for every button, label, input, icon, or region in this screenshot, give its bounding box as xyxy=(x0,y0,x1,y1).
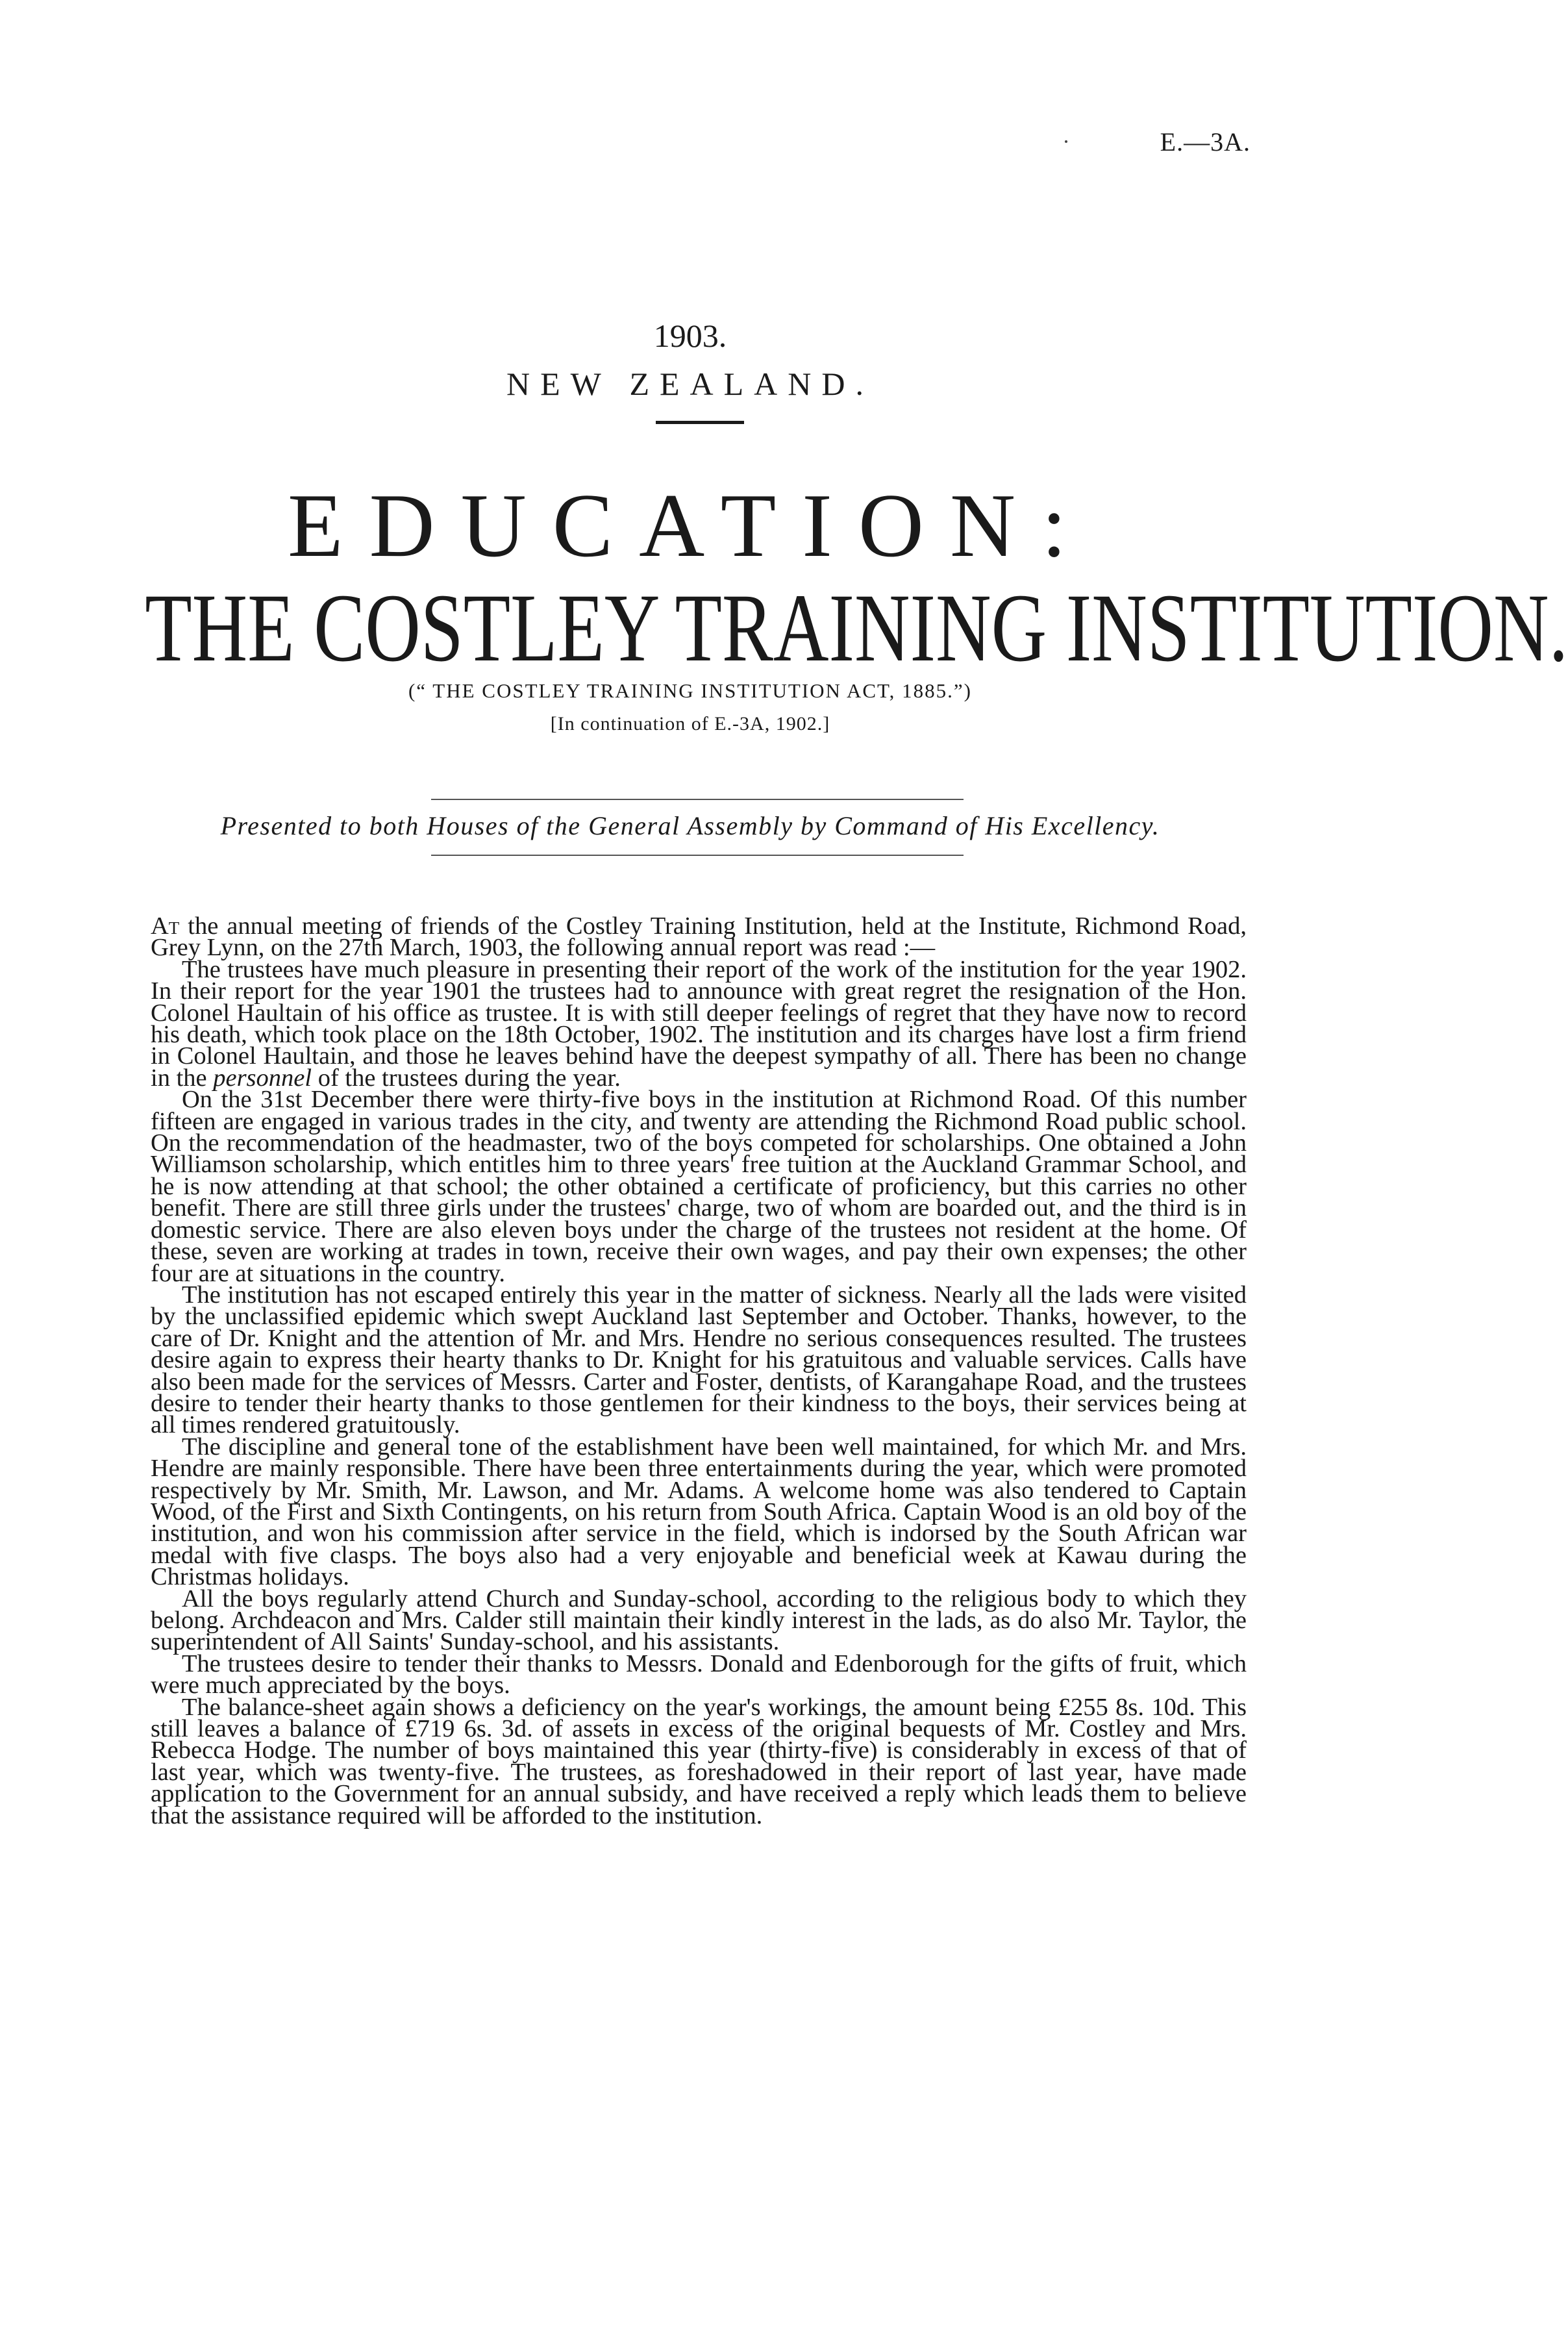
presented-statement: Presented to both Houses of the General Assembly by Command of His Excellency. xyxy=(220,811,1160,840)
act-citation: (“ THE COSTLEY TRAINING INSTITUTION ACT, 1885.”) xyxy=(408,679,973,702)
paragraph-church: All the boys regularly attend Church and Sunday-school, according to the religious body to which they belong. Archdeacon and Mrs. Calder still maintain their kindly interest in the lads, as do also Mr. Taylor, the superintendent of All Saints' Sunday-school, and his assistants. xyxy=(151,1585,1247,1656)
paragraph-thanks: The trustees desire to tender their thanks to Messrs. Donald and Edenborough for the gifts of fruit, which were much appreciated by the boys. xyxy=(151,1649,1247,1699)
print-speck xyxy=(1065,140,1067,143)
personnel-italic: personnel xyxy=(213,1064,312,1092)
paragraph-intro-text: the annual meeting of friends of the Costley Training Institution, held at the Institute, Richmond Road, Grey Lynn, on the 27th March, 1903, the following annual report was read :— xyxy=(151,912,1247,962)
paragraph-trustees-text-b: of the trustees during the year. xyxy=(312,1064,621,1092)
paragraph-boys: On the 31st December there were thirty-five boys in the institution at Richmond Road. Of this number fifteen are engaged in various trades in the city, and twenty are attending the Richmond Road public school. On the recommendation of the headmaster, two of the boys competed for scholarships. One obtained a John Williamson scholarship, which entitles him to three years' free tuition at the Auckland Grammar School, and he is now attending at that school; the other obtained a certificate of proficiency, but this carries no other benefit. There are still three girls under the trustees' charge, two of whom are boarded out, and the third is in domestic service. There are also eleven boys under the charge of the trustees not resident at the home. Of these, seven are working at trades in town, receive their own wages, and pay their own expenses; the other four are at situations in the country. xyxy=(151,1086,1247,1287)
paragraph-intro xyxy=(151,912,1247,962)
document-country: NEW ZEALAND. xyxy=(506,366,874,402)
continuation-note: [In continuation of E.-3A, 1902.] xyxy=(550,713,830,734)
document-reference: E.—3A. xyxy=(1160,127,1251,157)
lead-word: At xyxy=(151,912,180,940)
paragraph-sickness: The institution has not escaped entirely this year in the matter of sickness. Nearly all the lads were visited by the unclassified epidemic which swept Auckland last September and October. Thanks, however, to the care of Dr. Knight and the attention of Mr. and Mrs. Hendre no serious consequences resulted. The trustees desire again to express their hearty thanks to Dr. Knight for his gratuitous and valuable services. Calls have also been made for the services of Messrs. Carter and Foster, dentists, of Karangahape Road, and the trustees desire to tender their hearty thanks to those gentlemen for their kindness to the boys, their services being at all times rendered gratuitously. xyxy=(151,1281,1247,1439)
title-rule xyxy=(656,421,744,424)
document-year: 1903. xyxy=(653,318,727,354)
title-main: EDUCATION: xyxy=(288,475,1093,576)
paragraph-trustees xyxy=(151,955,1247,1092)
presented-rule-bottom xyxy=(431,855,964,856)
presented-rule-top xyxy=(431,799,964,800)
paragraph-discipline: The discipline and general tone of the establishment have been well maintained, for which Mr. and Mrs. Hendre are mainly responsible. There have been three entertainments during the year, which were promoted respectively by Mr. Smith, Mr. Lawson, and Mr. Adams. A welcome home was also tendered to Captain Wood, of the First and Sixth Contingents, on his return from South Africa. Captain Wood is an old boy of the institution, and won his commission after service in the field, which is indorsed by the South African war medal with five clasps. The boys also had a very enjoyable and beneficial week at Kawau during the Christmas holidays. xyxy=(151,1433,1247,1591)
paragraph-trustees-text-a: The trustees have much pleasure in presenting their report of the work of the institution for the year 1902. In their report for the year 1901 the trustees had to announce with great regret the resignation of the Hon. Colonel Haultain of his office as trustee. It is with still deeper feelings of regret that they have now to record his death, which took place on the 18th October, 1902. The institution and its charges have lost a firm friend in Colonel Haultain, and those he leaves behind have the deepest sympathy of all. There has been no change in the xyxy=(151,955,1247,1092)
report-body xyxy=(151,912,1247,1829)
paragraph-balance: The balance-sheet again shows a deficiency on the year's workings, the amount being £255 8s. 10d. This still leaves a balance of £719 6s. 3d. of assets in excess of the original bequests of Mr. Costley and Mrs. Rebecca Hodge. The number of boys maintained this year (thirty-five) is considerably in excess of that of last year, which was twenty-five. The trustees, as foreshadowed in their report of last year, have made application to the Government for an annual subsidy, and have received a reply which leads them to believe that the assistance required will be afforded to the institution. xyxy=(151,1693,1247,1829)
title-subtitle: THE COSTLEY TRAINING INSTITUTION. xyxy=(145,574,1568,682)
